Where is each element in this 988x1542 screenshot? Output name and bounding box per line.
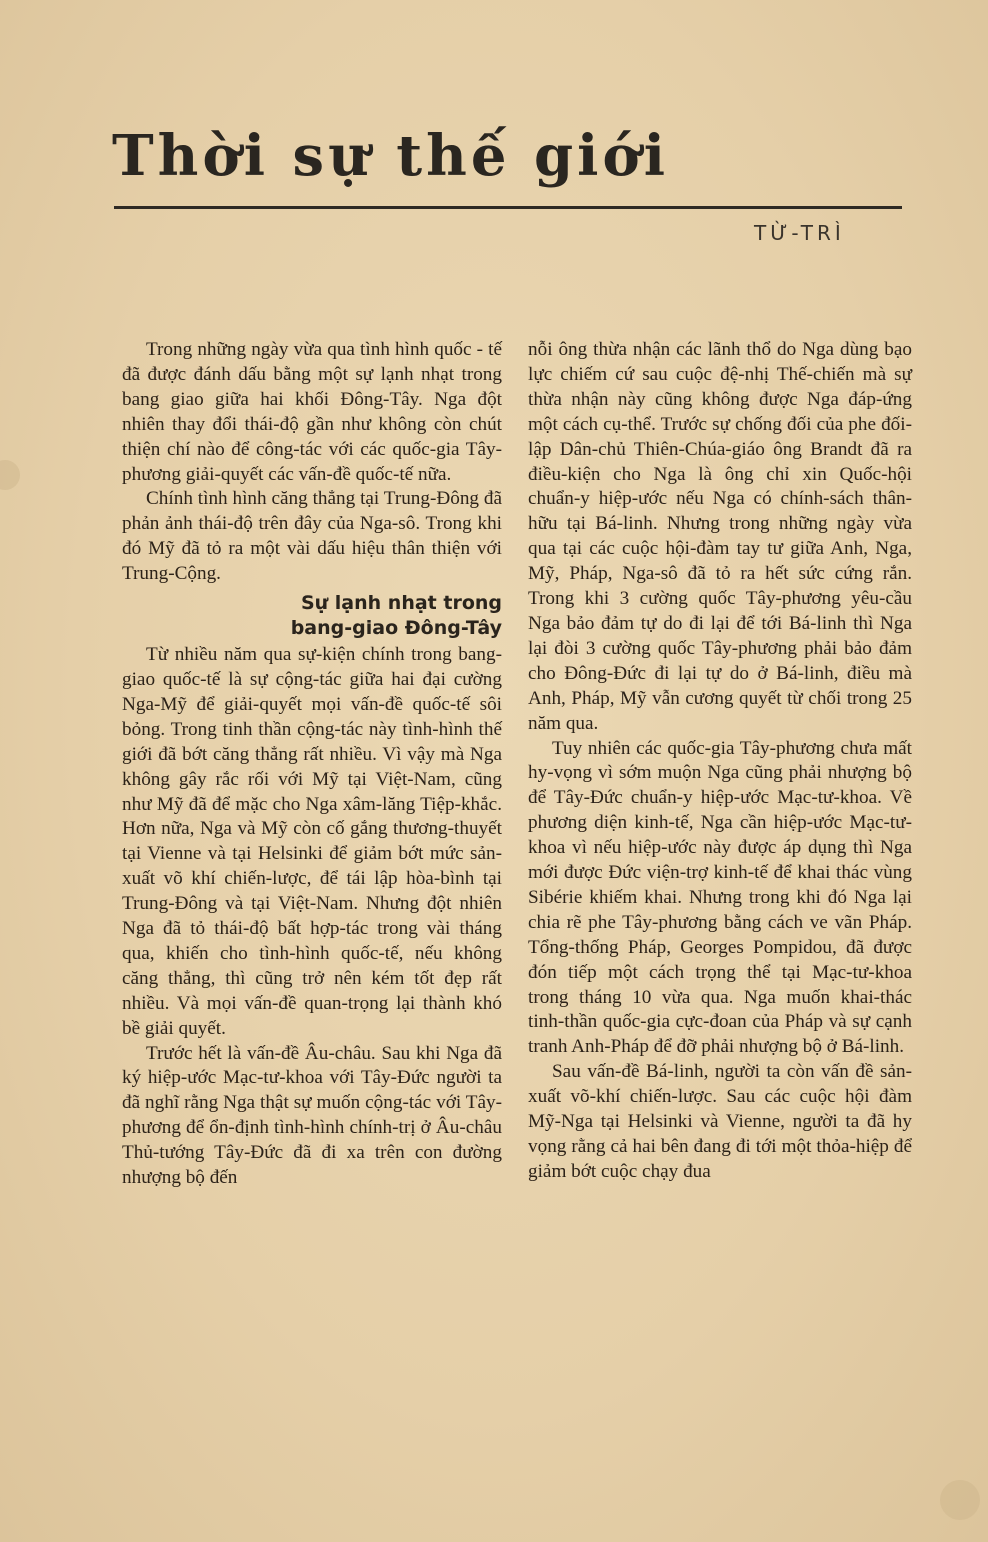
author-byline: TỪ-TRÌ bbox=[754, 221, 845, 245]
subheading-line: bang-giao Đông-Tây bbox=[290, 617, 502, 640]
paragraph: nỗi ông thừa nhận các lãnh thổ do Nga dùng bạo lực chiếm cứ sau cuộc đệ-nhị Thế-chiến mà sự thừa nhận này cũng không được Nga đáp-ứng một cách cụ-thể. Trước sự chống đối của phe đối-lập Dân-chủ Thiên-Chúa-giáo ông Brandt đã ra điều-kiện cho Nga là ông chỉ xin Quốc-hội chuẩn-y hiệp-ước nếu Nga có chính-sách thân-hữu tại Bá-linh. Nhưng trong những ngày vừa qua tại các cuộc hội-đàm tay tư giữa Anh, Nga, Mỹ, Pháp, Nga-sô đã tỏ ra hết sức cứng rắn. Trong khi 3 cường quốc Tây-phương yêu-cầu Nga bảo đảm tự do đi lại để tới Bá-linh thì Nga lại đòi 3 cường quốc Tây-phương phải bảo đảm cho Đông-Đức đi lại tự do ở Bá-linh, điều mà Anh, Pháp, Mỹ vẫn cương quyết từ chối trong 25 năm qua. bbox=[528, 339, 912, 734]
paragraph: Chính tình hình căng thẳng tại Trung-Đông đã phản ảnh thái-độ trên đây của Nga-sô. Trong khi đó Mỹ đã tỏ ra một vài dấu hiệu thân thiện với Trung-Cộng. bbox=[122, 488, 502, 585]
paragraph: Trước hết là vấn-đề Âu-châu. Sau khi Nga đã ký hiệp-ước Mạc-tư-khoa với Tây-Đức người ta đã nghĩ rằng Nga thật sự muốn cộng-tác với Tây-phương để ổn-định tình-hình chính-trị ở Âu-châu Thủ-tướng Tây-Đức đã đi xa trên con đường nhượng bộ đến bbox=[122, 1042, 502, 1189]
paper-stain bbox=[0, 460, 20, 490]
paragraph: Sau vấn-đề Bá-linh, người ta còn vấn đề sản-xuất võ-khí chiến-lược. Sau các cuộc hội đàm Mỹ-Nga tại Helsinki và Vienne, người ta đã hy vọng rằng cả hai bên đang đi tới một thỏa-hiệp để giảm bớt cuộc chạy đua bbox=[528, 1061, 912, 1182]
paragraph: Tuy nhiên các quốc-gia Tây-phương chưa mất hy-vọng vì sớm muộn Nga cũng phải nhượng bộ để Tây-Đức chuẩn-y hiệp-ước Mạc-tư-khoa. Về phương diện kinh-tế, Nga cần hiệp-ước Mạc-tư-khoa vì nếu hiệp-ước này được áp dụng thì Nga mới được Đức viện-trợ kinh-tế để khai thác vùng Sibérie khiếm khai. Nhưng trong khi đó Nga lại chia rẽ phe Tây-phương bằng cách ve vãn Pháp. Tổng-thống Pháp, Georges Pompidou, đã được đón tiếp một cách trọng thể tại Mạc-tư-khoa trong tháng 10 vừa qua. Nga muốn khai-thác tinh-thần quốc-gia cực-đoan của Pháp và sự cạnh tranh Anh-Pháp để đỡ phải nhượng bộ ở Bá-linh. bbox=[528, 737, 912, 1058]
title-rule bbox=[114, 206, 902, 209]
right-column bbox=[528, 338, 912, 1185]
paragraph: Trong những ngày vừa qua tình hình quốc - tế đã được đánh dấu bằng một sự lạnh nhạt trong bang giao giữa hai khối Đông-Tây. Nga đột nhiên thay đổi thái-độ gần như không còn chút thiện chí nào để công-tác với các quốc-gia Tây-phương giải-quyết các vấn-đề quốc-tế nữa. bbox=[122, 339, 502, 485]
left-column bbox=[122, 338, 502, 1191]
subheading-line: Sự lạnh nhạt trong bbox=[300, 592, 502, 615]
section-subheading bbox=[122, 591, 502, 641]
article-title: Thời sự thế giới bbox=[112, 123, 670, 189]
paragraph: Từ nhiều năm qua sự-kiện chính trong bang-giao quốc-tế là sự cộng-tác giữa hai đại cường Nga-Mỹ để giải-quyết mọi vấn-đề quốc-tế sôi bỏng. Trong tinh thần cộng-tác này tình-hình thế giới đã bớt căng thẳng rất nhiều. Vì vậy mà Nga không gây rắc rối với Mỹ tại Việt-Nam, cũng như Mỹ đã để mặc cho Nga xâm-lăng Tiệp-khắc. Hơn nữa, Nga và Mỹ còn cố gắng thương-thuyết tại Vienne và tại Helsinki để giảm bớt mức sản-xuất võ khí chiến-lược, để tái lập hòa-bình tại Trung-Đông và tại Việt-Nam. Nhưng đột nhiên Nga đã tỏ thái-độ bất hợp-tác trong vài tháng qua, khiến cho tình-hình quốc-tế, nếu không căng thẳng, thì cũng trở nên kém tốt đẹp rất nhiều. Và mọi vấn-đề quan-trọng lại thành khó bề giải quyết. bbox=[122, 644, 502, 1039]
paper-stain bbox=[940, 1480, 980, 1520]
